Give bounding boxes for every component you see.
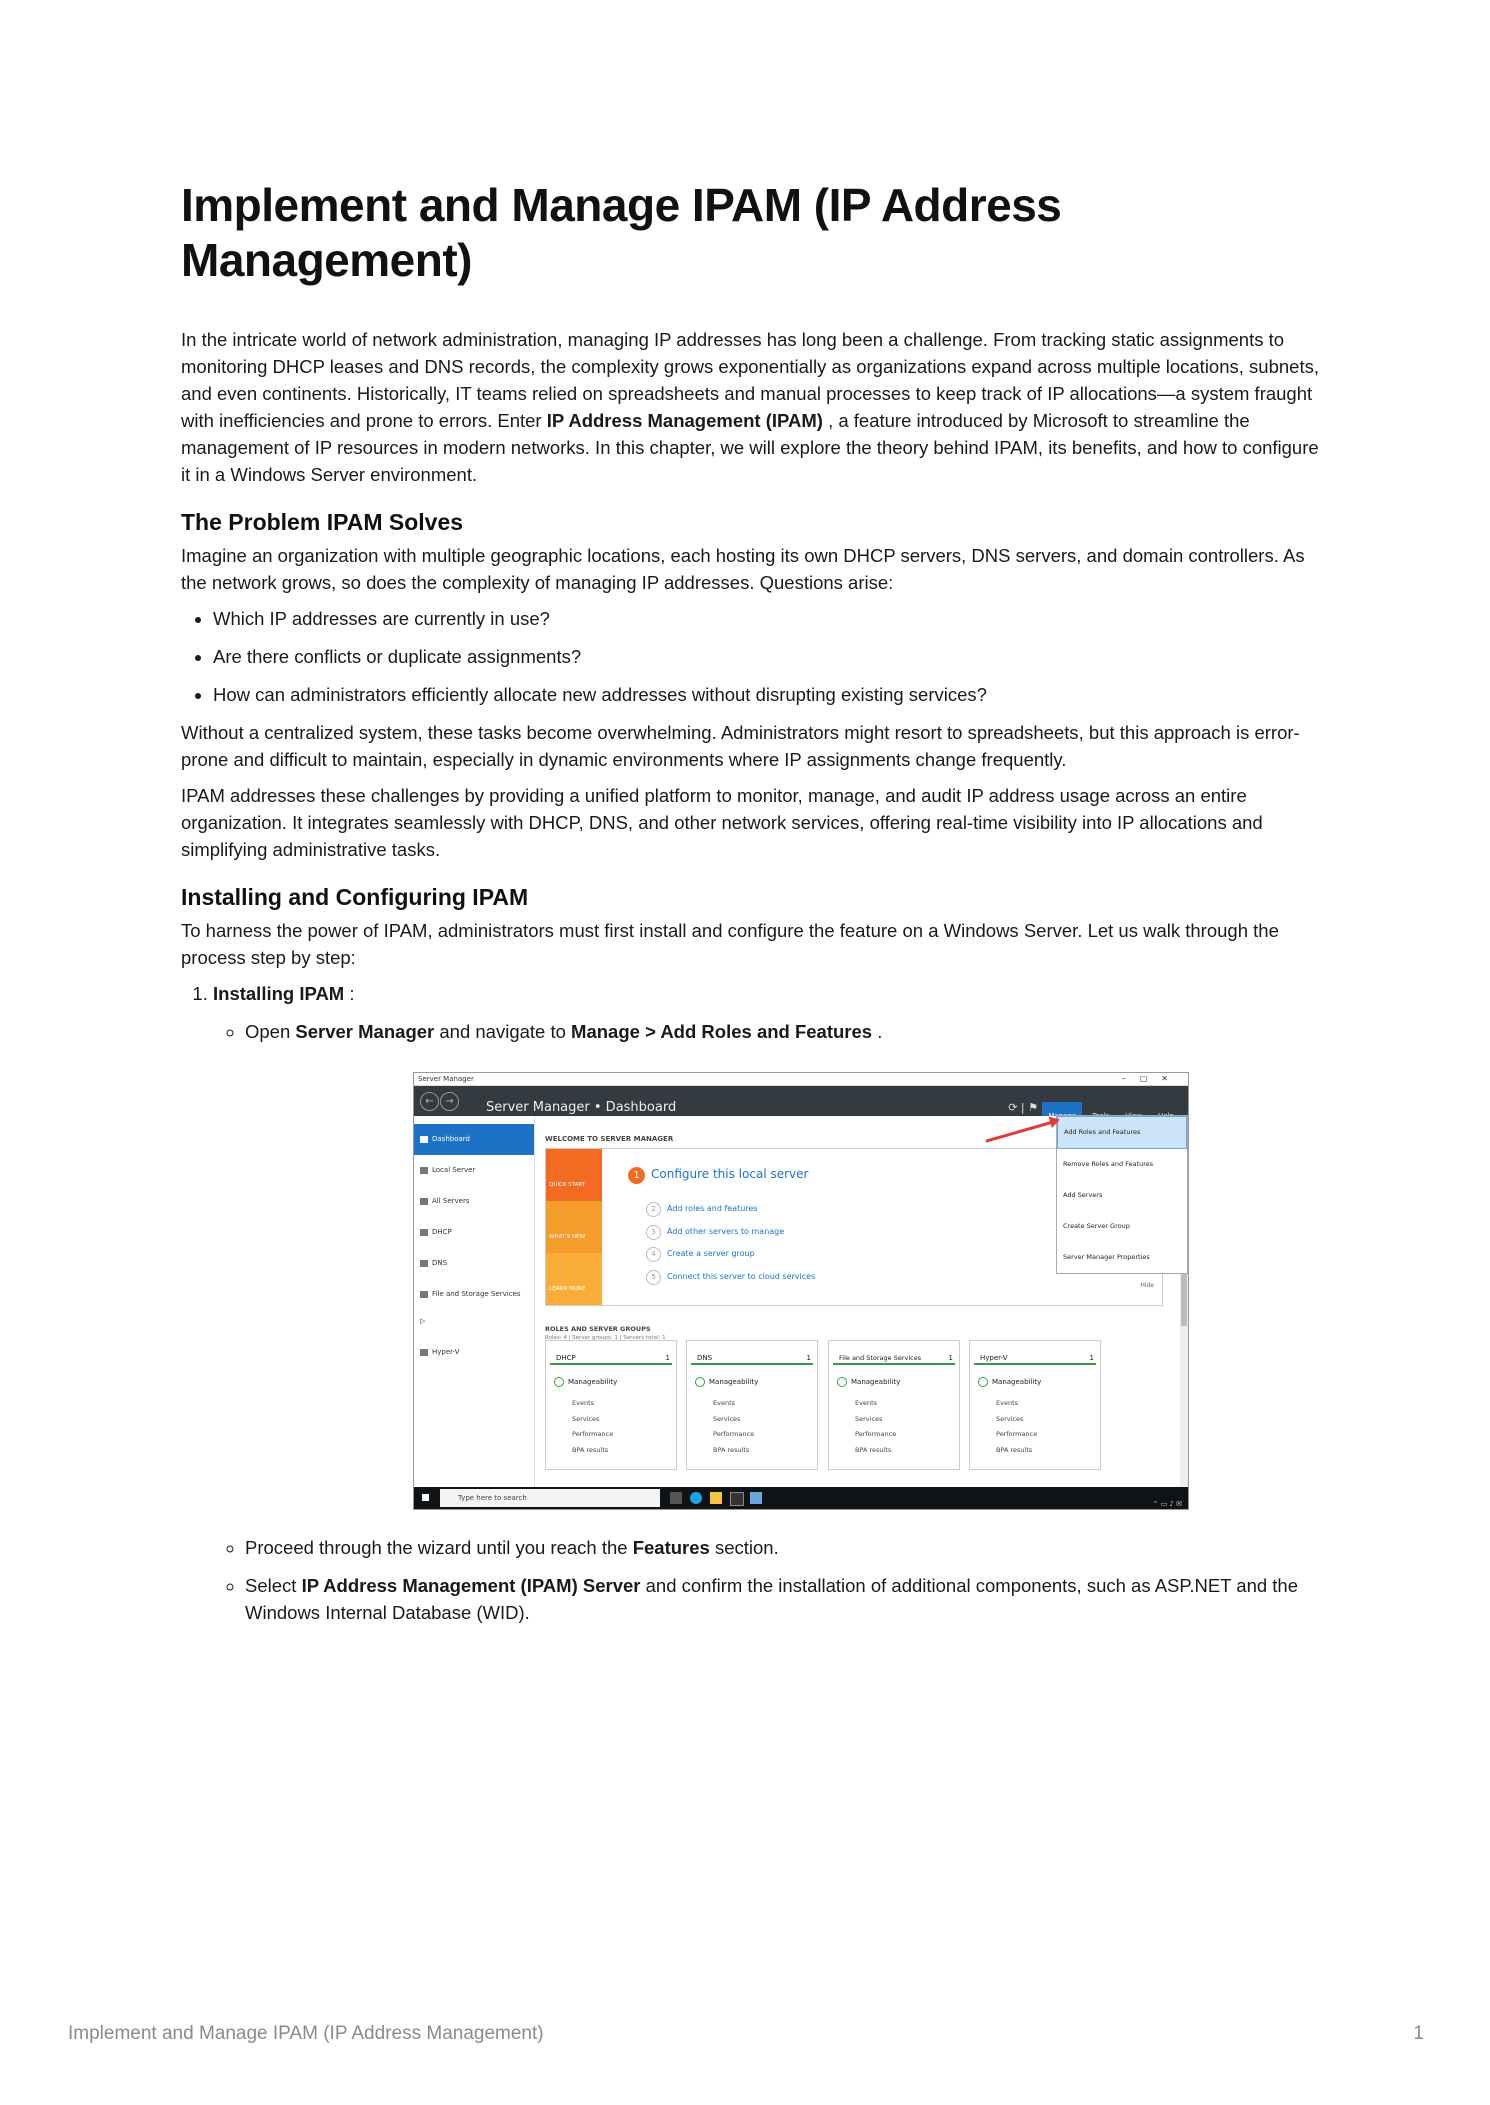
- card-title: DNS: [697, 1354, 713, 1362]
- role-card-dns: [686, 1340, 818, 1470]
- menu-item: Add Servers: [1063, 1191, 1103, 1199]
- step-link: Connect this server to cloud services: [667, 1271, 816, 1281]
- sidebar-item-dns: [414, 1248, 534, 1279]
- system-tray-icons: ⌃ ▭ ♪ ✉: [1152, 1500, 1182, 1508]
- list-item: • Which IP addresses are currently in use?: [213, 605, 1321, 632]
- intro-text-2: , a feature introduced by Microsoft to streamline the management of IP resources in modern networks. In this chapter, we will explore the theory behind IPAM, its benefits, and how to configure it in a Windows Server environment.: [181, 410, 1319, 485]
- page-title: Implement and Manage IPAM (IP Address Management): [181, 179, 1062, 286]
- card-item: BPA results: [572, 1445, 609, 1454]
- manageability-row: [546, 1365, 676, 1396]
- server-icon: [420, 1167, 428, 1174]
- card-item: Events: [572, 1399, 595, 1407]
- manage-dropdown: [1056, 1115, 1188, 1274]
- card-item: Events: [996, 1399, 1019, 1407]
- card-item: Performance: [572, 1430, 614, 1438]
- list-item: [646, 1240, 815, 1263]
- intro-text-1: In the intricate world of network administration, managing IP addresses has long been a challenge. From tracking static assignments to monitoring DHCP leases and DNS records, the complexity grows exponentially as organizations expand across multiple locations, subnets, and even continents. Historically, IT teams relied on spreadsheets and manual processes to keep track of IP allocations—a system fraught with inefficiencies and prone to errors. Enter: [181, 329, 1319, 431]
- sidebar-item-local-server: [414, 1155, 534, 1186]
- list-item: [646, 1195, 815, 1218]
- groups-summary: Roles: 4 | Server groups: 1 | Servers total: 1: [545, 1335, 666, 1341]
- tile-label: LEARN MORE: [549, 1286, 586, 1292]
- card-count: 1: [1089, 1354, 1094, 1362]
- step-link: Create a server group: [667, 1249, 755, 1258]
- status-ok-icon: [978, 1377, 988, 1387]
- server-manager-sidebar: [414, 1116, 535, 1487]
- page-number: 1: [1413, 2023, 1424, 2044]
- step-link: Add roles and features: [667, 1204, 758, 1213]
- text: Proceed through the wizard until you reach the: [245, 1537, 633, 1558]
- card-item: Manageability: [851, 1378, 901, 1386]
- card-item: Manageability: [992, 1378, 1042, 1386]
- role-card-hyper-v: [969, 1340, 1101, 1470]
- substeps-list: [213, 1018, 1321, 1045]
- substeps-list-2: [213, 1534, 1321, 1626]
- document-body: [181, 178, 1321, 1637]
- taskbar-search: Type here to search: [440, 1489, 660, 1507]
- card-title: Hyper-V: [980, 1354, 1008, 1362]
- breadcrumb: Server Manager • Dashboard: [486, 1100, 677, 1115]
- manageability-row: [970, 1365, 1100, 1396]
- text: and confirm the installation of additional components, such as ASP.NET and the Windows Internal Database (WID).: [245, 1575, 1298, 1623]
- problem-paragraph-2: Without a centralized system, these tasks become overwhelming. Administrators might resort to spreadsheets, but this approach is error-prone and difficult to maintain, especially in dynamic environments where IP assignments change frequently.: [181, 722, 1300, 770]
- card-item: BPA results: [713, 1445, 750, 1454]
- forward-icon: →: [440, 1092, 459, 1111]
- refresh-flag-icons: ⟳ | ⚑: [1008, 1101, 1038, 1114]
- role-card-dhcp: [545, 1340, 677, 1470]
- card-item: Manageability: [709, 1378, 759, 1386]
- screenshot-figure: [213, 1072, 1321, 1508]
- installing-paragraph: To harness the power of IPAM, administrators must first install and configure the feature on a Windows Server. Let us walk through the process step by step:: [181, 920, 1279, 968]
- problem-paragraph-3: IPAM addresses these challenges by providing a unified platform to monitor, manage, and audit IP address usage across an entire organization. It integrates seamlessly with DHCP, DNS, and other network services, offering real-time visibility into IP allocations and simplifying administrative tasks.: [181, 785, 1263, 860]
- step-number: 3: [646, 1225, 661, 1240]
- sidebar-label: File and Storage Services ▷: [420, 1290, 521, 1325]
- file-explorer-icon: [710, 1492, 722, 1504]
- sidebar-item-dashboard: [414, 1124, 534, 1155]
- sidebar-item-file-storage: [414, 1279, 534, 1337]
- step-item: [213, 980, 1321, 1626]
- dhcp-icon: [420, 1229, 428, 1236]
- status-ok-icon: [837, 1377, 847, 1387]
- card-item: Performance: [713, 1430, 755, 1438]
- server-manager-screenshot: [413, 1072, 1189, 1510]
- manageability-row: [687, 1365, 817, 1396]
- card-title: File and Storage Services: [839, 1354, 922, 1362]
- quick-start-steps: [646, 1195, 815, 1285]
- card-item: Events: [855, 1399, 878, 1407]
- groups-heading: ROLES AND SERVER GROUPS: [545, 1325, 651, 1333]
- card-item: Services: [855, 1414, 883, 1423]
- list-item: • Are there conflicts or duplicate assignments?: [213, 643, 1321, 670]
- menu-item: Add Roles and Features: [1057, 1116, 1187, 1149]
- welcome-heading: WELCOME TO SERVER MANAGER: [545, 1135, 674, 1143]
- list-item: • How can administrators efficiently allocate new addresses without disrupting existing services?: [213, 681, 1321, 708]
- step-number: 4: [646, 1247, 661, 1262]
- server-manager-icon: [750, 1492, 762, 1504]
- dashboard-icon: [420, 1136, 428, 1143]
- sidebar-item-dhcp: [414, 1217, 534, 1248]
- sidebar-label: Hyper-V: [432, 1348, 460, 1356]
- step-number: 2: [646, 1202, 661, 1217]
- card-header: [691, 1341, 813, 1365]
- problem-paragraph-1: Imagine an organization with multiple geographic locations, each hosting its own DHCP servers, DNS servers, and domain controllers. As the network grows, so does the complexity of managing IP addresses. Questions arise:: [181, 545, 1305, 593]
- card-title: DHCP: [556, 1354, 576, 1362]
- bold-text: IP Address Management (IPAM) Server: [301, 1575, 641, 1596]
- card-item: Services: [572, 1414, 600, 1423]
- status-ok-icon: [554, 1377, 564, 1387]
- task-view-icon: [670, 1492, 682, 1504]
- dns-icon: [420, 1260, 428, 1267]
- card-count: 1: [806, 1354, 811, 1362]
- status-ok-icon: [695, 1377, 705, 1387]
- section-heading-installing: Installing and Configuring IPAM: [181, 884, 529, 910]
- bold-text: Features: [632, 1537, 710, 1558]
- windows-start-icon: [422, 1494, 429, 1501]
- sidebar-label: DNS: [432, 1259, 448, 1267]
- list-item: [646, 1218, 815, 1241]
- sidebar-item-hyper-v: [414, 1337, 534, 1368]
- card-item: BPA results: [855, 1445, 892, 1454]
- servers-icon: [420, 1198, 428, 1205]
- configure-label: Configure this local server: [651, 1167, 809, 1181]
- card-item: Services: [996, 1414, 1024, 1423]
- storage-icon: [420, 1291, 428, 1298]
- questions-list: [181, 605, 1321, 708]
- windows-taskbar: [414, 1487, 1188, 1509]
- back-icon: ←: [420, 1092, 439, 1111]
- text: Open: [245, 1021, 296, 1042]
- intro-bold: IP Address Management (IPAM): [546, 410, 823, 431]
- footer-title: Implement and Manage IPAM (IP Address Management): [68, 2023, 544, 2044]
- text: section.: [709, 1537, 779, 1558]
- sidebar-label: Local Server: [432, 1166, 476, 1174]
- card-count: 1: [948, 1354, 953, 1362]
- card-item: BPA results: [996, 1445, 1033, 1454]
- bold-text: Manage > Add Roles and Features: [571, 1021, 873, 1042]
- sidebar-label: Dashboard: [432, 1135, 470, 1143]
- text: .: [872, 1021, 883, 1042]
- window-titlebar: [414, 1073, 1188, 1086]
- list-item: [646, 1263, 815, 1286]
- step-number: 1: [628, 1167, 645, 1184]
- list-item: [245, 1018, 1321, 1045]
- edge-icon: [690, 1492, 702, 1504]
- window-controls: –▢✕: [1121, 1074, 1182, 1083]
- section-heading-problem: The Problem IPAM Solves: [181, 509, 464, 535]
- tile-label: QUICK START: [549, 1182, 586, 1188]
- card-item: Performance: [855, 1430, 897, 1438]
- configure-link: [628, 1161, 808, 1188]
- step-number: 5: [646, 1270, 661, 1285]
- card-header: [833, 1341, 955, 1365]
- hide-link: Hide: [1140, 1282, 1154, 1289]
- tile-whats-new: [546, 1201, 602, 1253]
- sidebar-item-all-servers: [414, 1186, 534, 1217]
- sidebar-label: All Servers: [432, 1197, 470, 1205]
- server-manager-header: [414, 1086, 1188, 1116]
- role-card-file-storage: [828, 1340, 960, 1470]
- card-header: [974, 1341, 1096, 1365]
- tile-quick-start: [546, 1149, 602, 1201]
- tile-label: WHAT'S NEW: [549, 1234, 586, 1240]
- card-item: Events: [713, 1399, 736, 1407]
- manageability-row: [829, 1365, 959, 1396]
- menu-item: Create Server Group: [1063, 1222, 1130, 1230]
- text: Select: [245, 1575, 302, 1596]
- menu-item: Server Manager Properties: [1063, 1253, 1150, 1261]
- tile-learn-more: [546, 1253, 602, 1305]
- card-item: Performance: [996, 1430, 1038, 1438]
- card-item: Manageability: [568, 1378, 618, 1386]
- menu-item: Remove Roles and Features: [1063, 1160, 1154, 1168]
- step-title-suffix: :: [344, 983, 355, 1004]
- steps-list: [181, 980, 1321, 1626]
- step-link: Add other servers to manage: [667, 1226, 785, 1236]
- bold-text: Server Manager: [295, 1021, 435, 1042]
- text: and navigate to: [434, 1021, 572, 1042]
- window-title: Server Manager: [418, 1075, 474, 1083]
- hyper-v-icon: [420, 1349, 428, 1356]
- step-title: Installing IPAM: [213, 983, 345, 1004]
- list-item: [245, 1534, 1321, 1561]
- card-header: [550, 1341, 672, 1365]
- sidebar-label: DHCP: [432, 1228, 452, 1236]
- card-item: Services: [713, 1414, 741, 1423]
- welcome-tiles: [546, 1149, 602, 1305]
- list-item: [245, 1572, 1321, 1626]
- intro-paragraph: [181, 326, 1321, 488]
- terminal-icon: [730, 1492, 744, 1506]
- card-count: 1: [665, 1354, 670, 1362]
